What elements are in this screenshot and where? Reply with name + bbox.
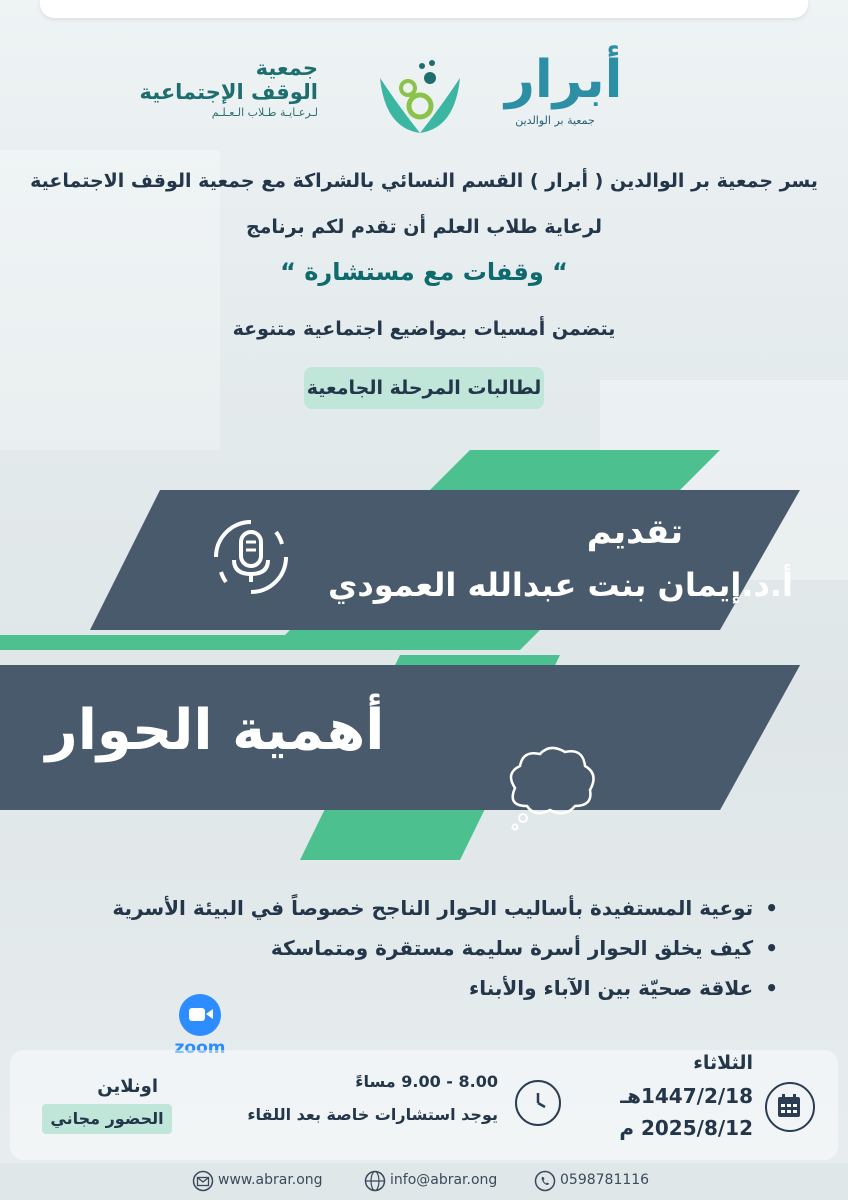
event-time: 8.00 - 9.00 مساءً [355, 1072, 498, 1091]
event-day: الثلاثاء [693, 1052, 753, 1074]
top-banner [40, 0, 808, 18]
abrar-logo-subtitle: جمعية بر الوالدين [515, 114, 595, 127]
whatsapp-icon [534, 1170, 556, 1192]
list-item: • توعية المستفيدة بأساليب الحوار الناجح خصوصاً في البيئة الأسرية [112, 888, 778, 928]
waqf-logo-text [68, 56, 318, 119]
waqf-logo-line1: جمعية [255, 56, 318, 80]
footer-phone[interactable]: 0598781116 [560, 1172, 650, 1188]
abrar-logo-word: أبرار [505, 50, 623, 110]
event-date-hijri: 1447/2/18هـ [620, 1084, 753, 1108]
footer-website[interactable]: www.abrar.ong [218, 1172, 323, 1188]
banner-graphics [0, 440, 848, 860]
clock-icon [515, 1080, 561, 1126]
globe-icon [364, 1170, 386, 1192]
zoom-icon [179, 994, 221, 1036]
audience-badge: لطالبات المرحلة الجامعية [304, 367, 544, 409]
program-title: “ وقفات مع مستشارة “ [280, 258, 568, 286]
presenter-label: تقديم [586, 512, 683, 552]
list-item: • كيف يخلق الحوار أسرة سليمة مستقرة ومتماسكة [112, 928, 778, 968]
zoom-logo [170, 994, 230, 1058]
topic-title: أهمية الحوار [45, 698, 385, 763]
waqf-logo-line3: لـرعـايـة طـلاب الـعـلـم [211, 106, 318, 119]
intro-line-3: يتضمن أمسيات بمواضيع اجتماعية متنوعة [232, 318, 616, 340]
event-mode: اونلاين [97, 1076, 158, 1097]
mail-icon [192, 1170, 214, 1192]
event-note: يوجد استشارات خاصة بعد اللقاء [247, 1105, 498, 1124]
intro-line-2: لرعاية طلاب العلم أن تقدم لكم برنامج [245, 216, 603, 238]
event-date-gregorian: 2025/8/12 م [619, 1116, 753, 1140]
footer-email[interactable]: info@abrar.ong [390, 1172, 498, 1188]
microphone-icon [196, 502, 306, 612]
green-accent [0, 635, 470, 650]
background-shape [0, 150, 220, 450]
zoom-word: zoom [174, 1038, 226, 1058]
event-fee-badge: الحضور مجاني [42, 1104, 172, 1134]
topics-list [112, 888, 778, 1008]
intro-line-1: يسر جمعية بر الوالدين ( أبرار ) القسم النسائي بالشراكة مع جمعية الوقف الاجتماعية [30, 170, 818, 192]
presenter-name: أ.د.إيمان بنت عبدالله العمودي [327, 566, 793, 604]
list-item: • علاقة صحيّة بين الآباء والأبناء [112, 968, 778, 1008]
abrar-logo [505, 50, 623, 140]
waqf-logo-icon [370, 48, 470, 138]
calendar-icon [775, 1092, 803, 1120]
thought-cloud-icon [495, 738, 605, 833]
waqf-logo-line2: الوقف الإجتماعية [139, 80, 318, 104]
